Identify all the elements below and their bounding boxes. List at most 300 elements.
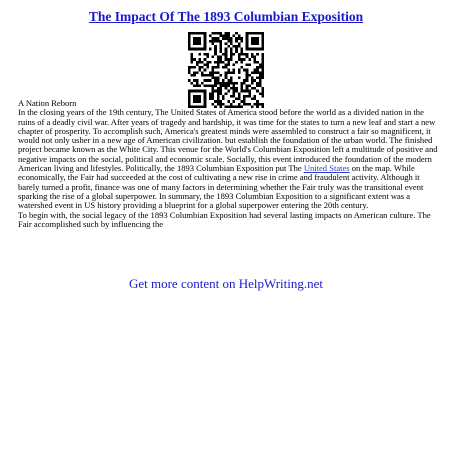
qr-module — [225, 56, 228, 59]
qr-module — [227, 63, 230, 66]
qr-module — [233, 53, 236, 56]
qr-module — [254, 71, 257, 74]
qr-module — [214, 82, 217, 85]
section-heading: A Nation Reborn — [18, 98, 77, 108]
qr-module — [240, 61, 243, 64]
qr-module — [212, 95, 215, 98]
qr-module — [204, 74, 207, 77]
qr-module — [225, 32, 228, 35]
qr-module — [222, 82, 225, 85]
qr-module — [235, 37, 238, 40]
qr-module — [188, 66, 191, 69]
qr-module — [261, 87, 264, 90]
qr-module — [214, 66, 217, 69]
qr-module — [217, 90, 220, 93]
qr-module — [233, 84, 236, 87]
qr-module — [217, 32, 220, 35]
qr-module — [214, 53, 217, 56]
qr-module — [198, 90, 201, 93]
qr-module — [201, 74, 204, 77]
qr-module — [219, 45, 222, 48]
qr-module — [238, 42, 241, 45]
qr-module — [254, 87, 257, 90]
qr-module — [238, 77, 241, 80]
qr-module — [254, 48, 257, 51]
qr-module — [217, 77, 220, 80]
qr-module — [254, 56, 257, 59]
qr-module — [240, 50, 243, 53]
qr-module — [238, 69, 241, 72]
qr-module — [251, 32, 254, 35]
qr-module — [256, 37, 259, 40]
qr-module — [201, 66, 204, 69]
qr-module — [261, 56, 264, 59]
qr-module — [219, 56, 222, 59]
qr-module — [261, 95, 264, 98]
qr-module — [201, 61, 204, 64]
qr-module — [240, 90, 243, 93]
qr-module — [188, 95, 191, 98]
qr-module — [230, 50, 233, 53]
qr-module — [209, 71, 212, 74]
qr-module — [246, 87, 249, 90]
qr-module — [256, 48, 259, 51]
qr-module — [219, 58, 222, 61]
qr-module — [233, 45, 236, 48]
qr-module — [261, 63, 264, 66]
qr-module — [233, 71, 236, 74]
qr-module — [214, 50, 217, 53]
qr-module — [238, 71, 241, 74]
qr-module — [225, 87, 228, 90]
qr-module — [193, 90, 196, 93]
qr-module — [212, 42, 215, 45]
qr-module — [219, 90, 222, 93]
qr-module — [230, 56, 233, 59]
qr-module — [191, 66, 194, 69]
qr-module — [217, 37, 220, 40]
qr-module — [222, 79, 225, 82]
qr-module — [193, 79, 196, 82]
qr-module — [251, 82, 254, 85]
qr-module — [191, 61, 194, 64]
qr-module — [261, 40, 264, 43]
qr-module — [261, 74, 264, 77]
qr-module — [206, 79, 209, 82]
qr-module — [217, 87, 220, 90]
qr-module — [198, 66, 201, 69]
qr-module — [227, 71, 230, 74]
qr-module — [225, 50, 228, 53]
qr-module — [222, 61, 225, 64]
qr-module — [246, 63, 249, 66]
qr-module — [206, 61, 209, 64]
qr-module — [219, 82, 222, 85]
cta-line — [0, 276, 452, 292]
qr-module — [248, 95, 251, 98]
qr-module — [261, 53, 264, 56]
qr-module — [254, 79, 257, 82]
qr-module — [246, 37, 249, 40]
qr-module — [219, 35, 222, 38]
qr-module — [233, 69, 236, 72]
qr-module — [230, 48, 233, 51]
qr-module — [217, 95, 220, 98]
qr-module — [259, 82, 262, 85]
qr-module — [256, 42, 259, 45]
qr-module — [198, 95, 201, 98]
qr-module — [212, 92, 215, 95]
qr-module — [214, 48, 217, 51]
qr-module — [227, 79, 230, 82]
qr-module — [212, 56, 215, 59]
qr-module — [261, 66, 264, 69]
qr-module — [212, 87, 215, 90]
qr-module — [217, 61, 220, 64]
qr-module — [225, 84, 228, 87]
qr-module — [248, 92, 251, 95]
qr-module — [214, 32, 217, 35]
qr-module — [261, 32, 264, 35]
qr-module — [251, 77, 254, 80]
qr-module — [238, 92, 241, 95]
qr-module — [196, 42, 199, 45]
qr-module — [204, 90, 207, 93]
qr-module — [188, 79, 191, 82]
qr-module — [225, 35, 228, 38]
qr-module — [251, 87, 254, 90]
qr-module — [219, 40, 222, 43]
qr-module — [261, 61, 264, 64]
qr-module — [198, 69, 201, 72]
qr-module — [204, 45, 207, 48]
qr-module — [196, 79, 199, 82]
qr-module — [214, 79, 217, 82]
qr-module — [209, 48, 212, 51]
qr-module — [214, 40, 217, 43]
paragraph-1-end: on the map. While economically, the Fair had succeeded at the cost of cultivating a new rise in crime and fraudulent activity. Although it barely turned a profit, finance was one of many factors in determining whether the Fair truly was the transitional event sparking the rise of a global superpower. In summary, the 1893 Columbian Exposition to a significant extent was a watershed event in US history providing a blueprint for a global superpower entering the 20th century. — [18, 163, 424, 211]
qr-module — [227, 82, 230, 85]
qr-module — [246, 32, 249, 35]
qr-module — [212, 40, 215, 43]
qr-module — [246, 84, 249, 87]
qr-module — [198, 84, 201, 87]
qr-module — [201, 71, 204, 74]
qr-module — [235, 50, 238, 53]
qr-module — [240, 87, 243, 90]
qr-module — [259, 77, 262, 80]
qr-module — [238, 35, 241, 38]
qr-module — [204, 69, 207, 72]
qr-module — [217, 63, 220, 66]
qr-module — [201, 48, 204, 51]
qr-module — [240, 40, 243, 43]
qr-module — [235, 32, 238, 35]
qr-module — [246, 35, 249, 38]
qr-module — [204, 32, 207, 35]
qr-module — [256, 69, 259, 72]
qr-module — [246, 53, 249, 56]
qr-module — [240, 37, 243, 40]
qr-module — [261, 37, 264, 40]
qr-module — [256, 40, 259, 43]
qr-module — [198, 58, 201, 61]
qr-module — [256, 90, 259, 93]
qr-module — [256, 84, 259, 87]
qr-module — [261, 35, 264, 38]
qr-module — [201, 32, 204, 35]
qr-module — [256, 61, 259, 64]
qr-module — [204, 48, 207, 51]
qr-module — [217, 79, 220, 82]
document-body — [18, 99, 438, 229]
qr-code-icon — [188, 32, 264, 108]
qr-module — [261, 69, 264, 72]
qr-module — [248, 48, 251, 51]
qr-module — [212, 37, 215, 40]
qr-module — [235, 48, 238, 51]
qr-module — [204, 92, 207, 95]
qr-module — [222, 84, 225, 87]
qr-module — [248, 58, 251, 61]
qr-module — [246, 71, 249, 74]
document-title — [0, 9, 452, 25]
paragraph-1-start: In the closing years of the 19th century, The United States of America stood before the world as a divided nation in the ruins of a deadly civil war. After years of tragedy and hardship, it was time for the states to turn a new leaf and start a new chapter of prosperity. To accomplish such, America's greatest minds were assembled to construct a fair so magnificent, it would not only usher in a new age of American civilization. but establish the foundation of the urban world. The finished project became known as the White City. This venue for the World's Columbian Exposition left a multitude of positive and negative impacts on the social, political and economic scale. Socially, this event introduced the foundation of the modern American living and lifestyles. Politically, the 1893 Columbian Exposition put The — [18, 107, 438, 174]
qr-module — [204, 37, 207, 40]
paragraph-2: To begin with, the social legacy of the 1893 Columbian Exposition had several lasting impacts on American culture. The Fair accomplished such by influencing the — [18, 209, 431, 229]
qr-module — [225, 74, 228, 77]
qr-module — [235, 90, 238, 93]
qr-module — [191, 74, 194, 77]
qr-module — [196, 61, 199, 64]
qr-module — [217, 40, 220, 43]
qr-module — [259, 92, 262, 95]
qr-module — [240, 58, 243, 61]
qr-module — [222, 35, 225, 38]
qr-module — [230, 40, 233, 43]
qr-module — [209, 84, 212, 87]
qr-module — [259, 71, 262, 74]
qr-module — [225, 63, 228, 66]
qr-module — [204, 84, 207, 87]
qr-module — [227, 61, 230, 64]
qr-module — [222, 95, 225, 98]
qr-module — [212, 69, 215, 72]
qr-module — [219, 87, 222, 90]
qr-module — [240, 48, 243, 51]
qr-module — [206, 74, 209, 77]
qr-module — [219, 92, 222, 95]
qr-module — [191, 82, 194, 85]
qr-module — [238, 45, 241, 48]
qr-module — [233, 90, 236, 93]
qr-module — [233, 35, 236, 38]
qr-module — [196, 82, 199, 85]
qr-module — [261, 42, 264, 45]
qr-module — [204, 79, 207, 82]
qr-module — [233, 82, 236, 85]
qr-module — [230, 79, 233, 82]
qr-module — [191, 32, 194, 35]
qr-module — [251, 79, 254, 82]
qr-module — [259, 74, 262, 77]
qr-module — [198, 32, 201, 35]
qr-module — [246, 79, 249, 82]
qr-module — [230, 77, 233, 80]
qr-module — [225, 37, 228, 40]
qr-module — [204, 35, 207, 38]
qr-module — [209, 79, 212, 82]
qr-module — [251, 40, 254, 43]
qr-module — [227, 37, 230, 40]
qr-module — [217, 56, 220, 59]
qr-module — [193, 66, 196, 69]
qr-module — [261, 77, 264, 80]
qr-module — [198, 42, 201, 45]
qr-module — [235, 87, 238, 90]
qr-module — [246, 45, 249, 48]
qr-module — [219, 42, 222, 45]
qr-module — [188, 32, 191, 35]
qr-module — [193, 74, 196, 77]
qr-module — [259, 48, 262, 51]
qr-module — [214, 71, 217, 74]
paragraph-1 — [18, 108, 438, 210]
qr-module — [256, 82, 259, 85]
qr-module — [206, 63, 209, 66]
qr-module — [212, 32, 215, 35]
qr-module — [246, 42, 249, 45]
qr-module — [254, 95, 257, 98]
qr-module — [209, 61, 212, 64]
qr-module — [219, 84, 222, 87]
qr-module — [188, 45, 191, 48]
qr-module — [214, 37, 217, 40]
helpwriting-link[interactable]: Get more content on HelpWriting.net — [128, 276, 324, 291]
qr-module — [248, 63, 251, 66]
qr-module — [246, 40, 249, 43]
qr-module — [227, 35, 230, 38]
qr-module — [188, 35, 191, 38]
qr-module — [219, 74, 222, 77]
qr-module — [259, 63, 262, 66]
qr-module — [214, 61, 217, 64]
qr-module — [251, 53, 254, 56]
qr-module — [201, 82, 204, 85]
qr-module — [233, 95, 236, 98]
qr-module — [217, 82, 220, 85]
qr-module — [227, 69, 230, 72]
qr-module — [225, 42, 228, 45]
qr-module — [240, 53, 243, 56]
qr-module — [227, 45, 230, 48]
qr-module — [240, 66, 243, 69]
qr-module — [198, 53, 201, 56]
qr-module — [225, 92, 228, 95]
qr-module — [230, 53, 233, 56]
qr-module — [230, 87, 233, 90]
qr-module — [246, 48, 249, 51]
qr-module — [193, 84, 196, 87]
qr-module — [193, 95, 196, 98]
qr-module — [254, 69, 257, 72]
qr-module — [227, 40, 230, 43]
qr-module — [217, 58, 220, 61]
qr-module — [240, 84, 243, 87]
qr-module — [219, 61, 222, 64]
qr-module — [246, 95, 249, 98]
qr-module — [214, 84, 217, 87]
qr-module — [191, 53, 194, 56]
qr-module — [219, 50, 222, 53]
qr-module — [188, 71, 191, 74]
qr-module — [206, 84, 209, 87]
qr-module — [188, 48, 191, 51]
qr-module — [246, 90, 249, 93]
qr-module — [204, 63, 207, 66]
qr-module — [206, 66, 209, 69]
qr-module — [209, 40, 212, 43]
qr-module — [206, 53, 209, 56]
qr-module — [261, 90, 264, 93]
qr-module — [209, 35, 212, 38]
qr-module — [251, 48, 254, 51]
qr-module — [196, 71, 199, 74]
qr-module — [193, 42, 196, 45]
qr-module — [256, 66, 259, 69]
qr-module — [193, 37, 196, 40]
qr-module — [217, 66, 220, 69]
qr-module — [196, 95, 199, 98]
qr-module — [246, 56, 249, 59]
qr-module — [191, 56, 194, 59]
qr-module — [201, 90, 204, 93]
qr-module — [230, 37, 233, 40]
qr-module — [238, 37, 241, 40]
title-link[interactable]: The Impact Of The 1893 Columbian Exposition — [88, 9, 364, 24]
qr-module — [238, 56, 241, 59]
qr-module — [259, 79, 262, 82]
qr-module — [254, 42, 257, 45]
qr-module — [191, 48, 194, 51]
qr-module — [243, 58, 246, 61]
qr-module — [225, 82, 228, 85]
qr-module — [243, 90, 246, 93]
qr-module — [196, 63, 199, 66]
qr-module — [196, 32, 199, 35]
qr-module — [240, 82, 243, 85]
qr-module — [193, 32, 196, 35]
qr-module — [225, 77, 228, 80]
qr-module — [209, 92, 212, 95]
qr-module — [225, 48, 228, 51]
united-states-link[interactable]: United States — [303, 163, 350, 174]
qr-module — [227, 32, 230, 35]
qr-module — [209, 74, 212, 77]
qr-module — [198, 48, 201, 51]
qr-module — [225, 71, 228, 74]
qr-module — [214, 77, 217, 80]
qr-module — [235, 61, 238, 64]
qr-code-graphic — [188, 32, 264, 108]
qr-module — [243, 95, 246, 98]
qr-module — [243, 79, 246, 82]
qr-module — [256, 32, 259, 35]
qr-module — [233, 63, 236, 66]
qr-module — [227, 90, 230, 93]
qr-module — [256, 71, 259, 74]
qr-module — [261, 58, 264, 61]
